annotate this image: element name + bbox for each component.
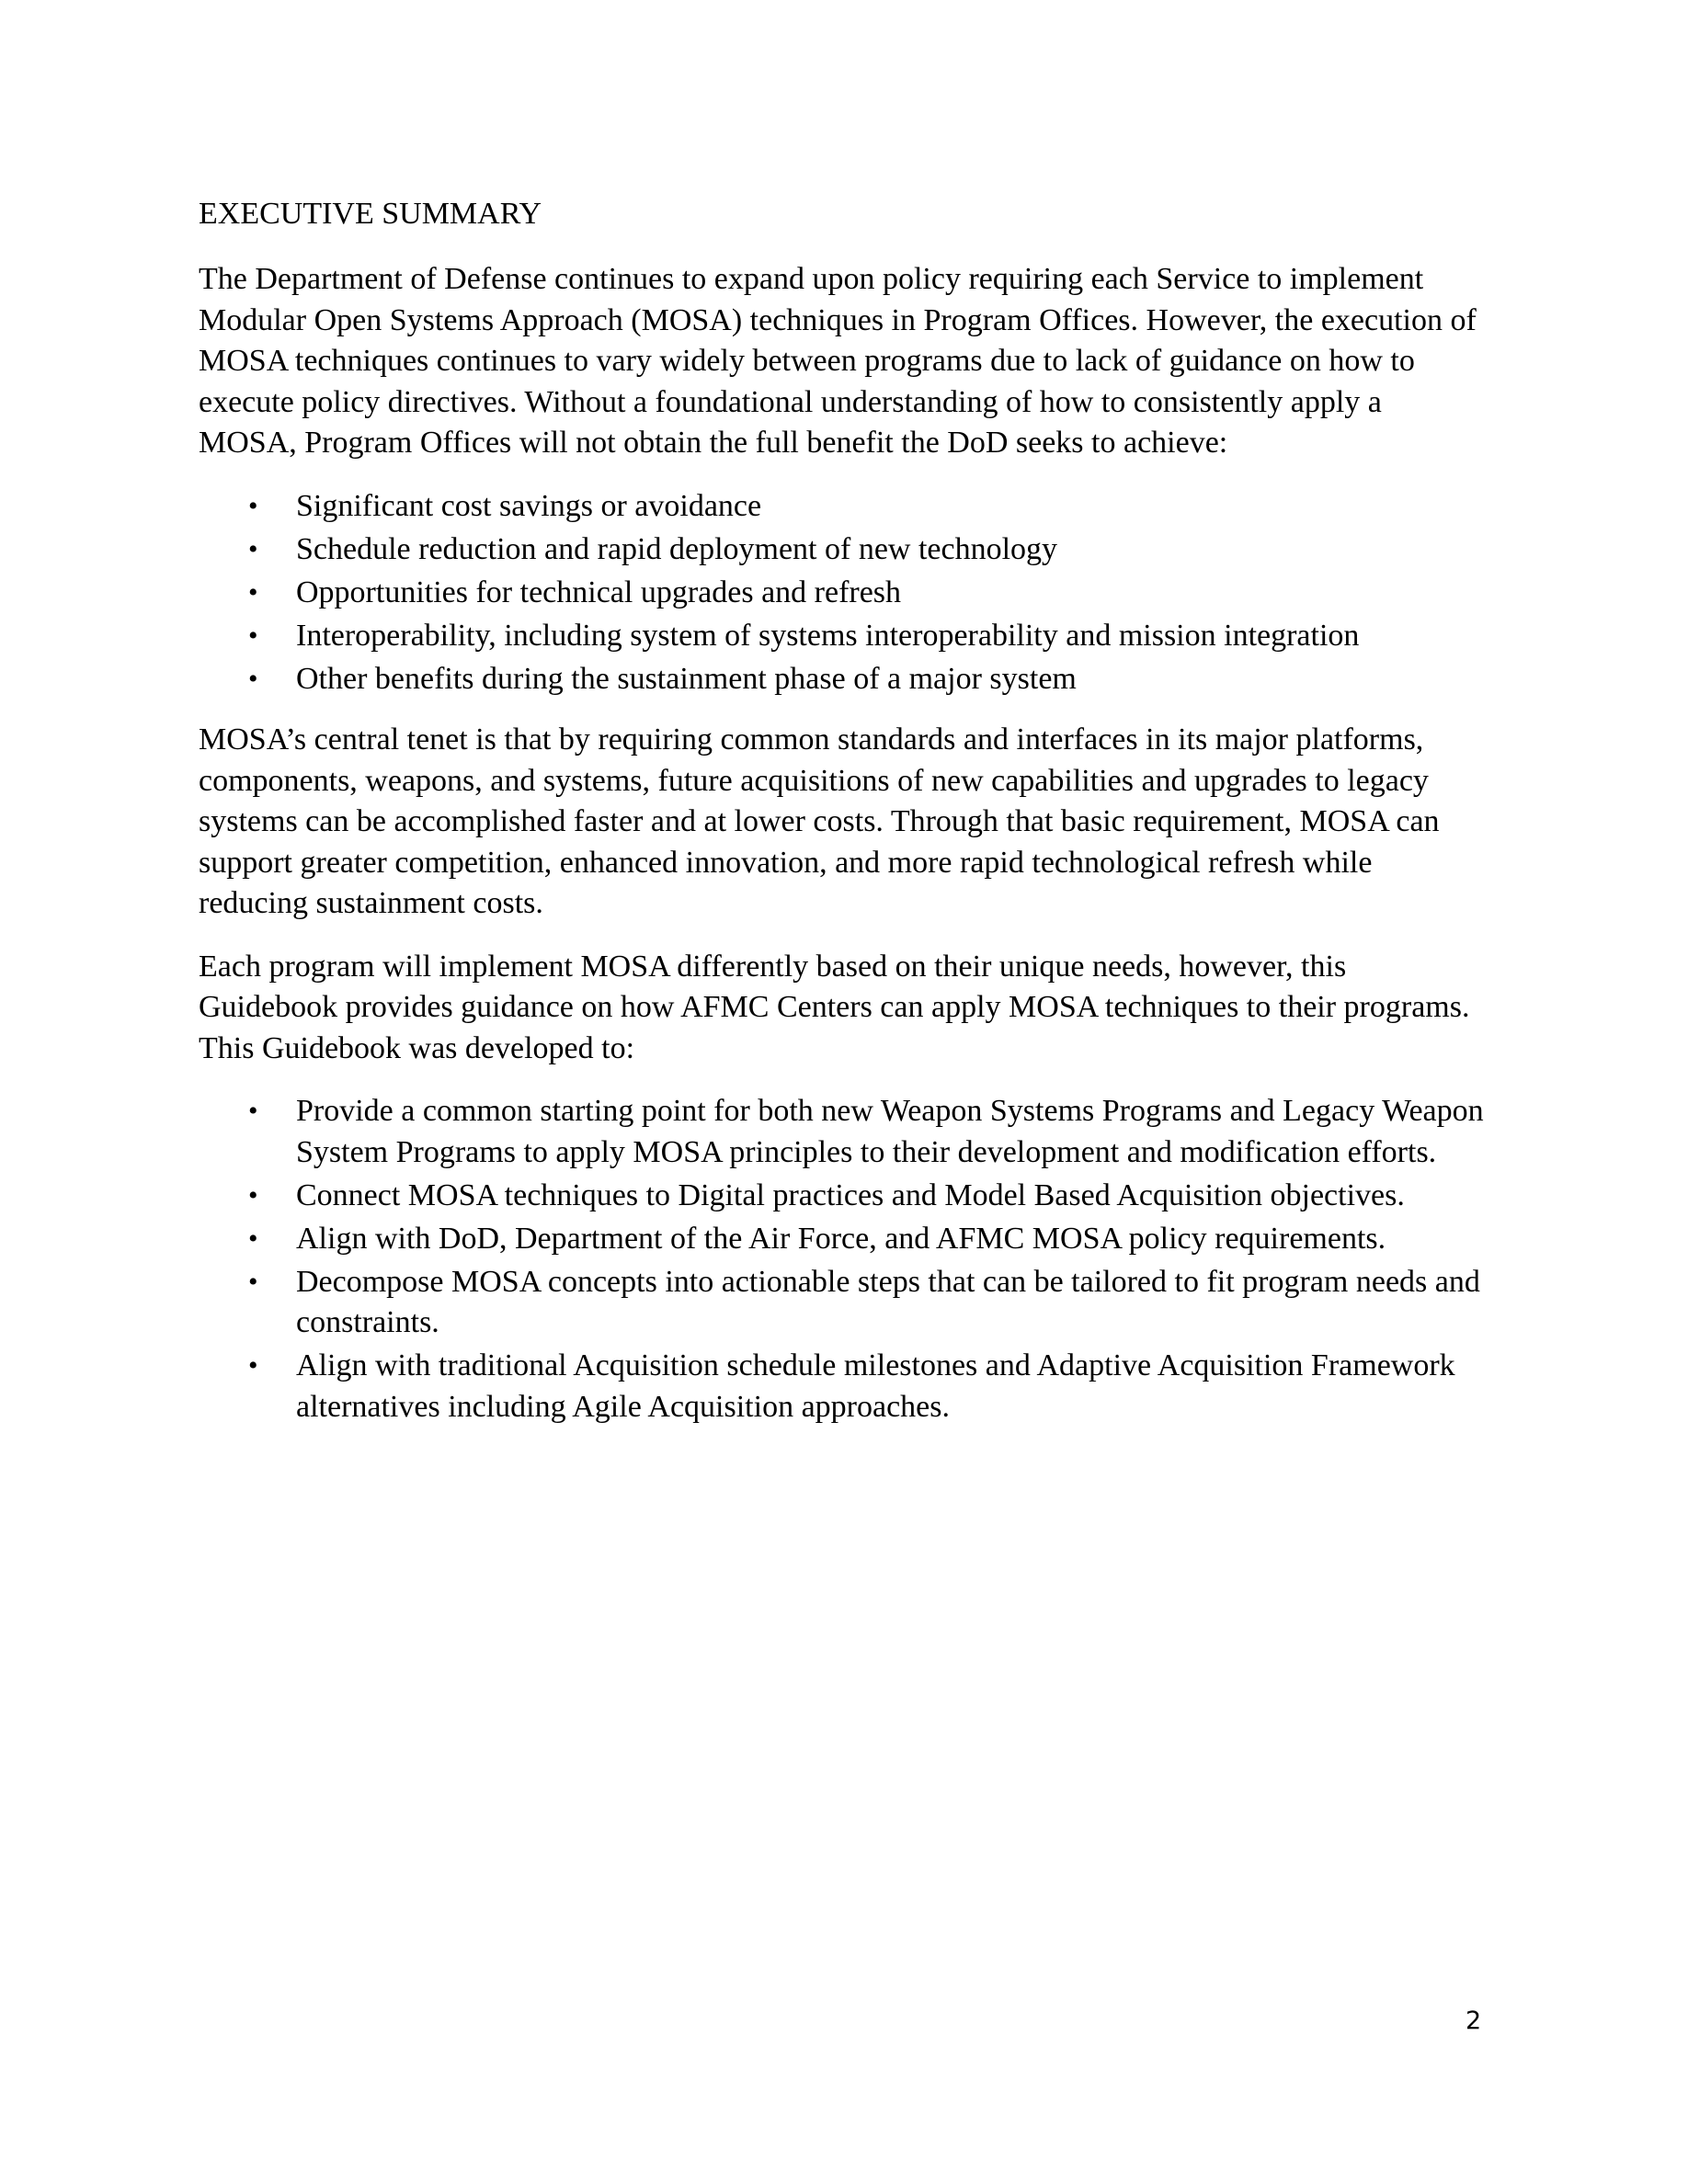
- bullet-icon: •: [248, 1096, 258, 1126]
- list-item: • Connect MOSA techniques to Digital practices and Model Based Acquisition objectives.: [199, 1176, 1486, 1217]
- bullet-icon: •: [248, 1266, 258, 1297]
- purposes-list: [199, 1091, 1486, 1428]
- list-item: • Decompose MOSA concepts into actionable steps that can be tailored to fit program needs and constraints.: [199, 1262, 1486, 1344]
- document-page: [199, 193, 1486, 1448]
- list-item: • Interoperability, including system of systems interoperability and mission integration: [199, 616, 1486, 657]
- bullet-icon: •: [248, 576, 258, 608]
- list-item: • Opportunities for technical upgrades and refresh: [199, 573, 1486, 614]
- bullet-icon: •: [248, 533, 258, 564]
- guidebook-paragraph: Each program will implement MOSA differently based on their unique needs, however, this Guidebook provides guidance on how AFMC Centers can apply MOSA techniques to their programs. This Guidebook was developed to:: [199, 949, 1470, 1065]
- bullet-icon: •: [248, 1179, 258, 1211]
- bullet-icon: •: [248, 1223, 258, 1254]
- section-heading: EXECUTIVE SUMMARY: [199, 197, 542, 231]
- list-item: • Align with DoD, Department of the Air Force, and AFMC MOSA policy requirements.: [199, 1219, 1486, 1260]
- intro-paragraph: The Department of Defense continues to expand upon policy requiring each Service to implement Modular Open Systems Approach (MOSA) techniques in Program Offices. However, the execution of MOSA techniques continues to vary widely between programs due to lack of guidance on how to execute policy directives. Without a foundational understanding of how to consistently apply a MOSA, Program Offices will not obtain the full benefit the DoD seeks to achieve:: [199, 262, 1477, 460]
- benefits-list: [199, 486, 1486, 700]
- list-item: • Other benefits during the sustainment phase of a major system: [199, 659, 1486, 700]
- list-item: • Provide a common starting point for both new Weapon Systems Programs and Legacy Weapon System Programs to apply MOSA principles to their development and modification efforts.: [199, 1091, 1486, 1173]
- list-item: • Align with traditional Acquisition schedule milestones and Adaptive Acquisition Framework alternatives including Agile Acquisition approaches.: [199, 1346, 1486, 1428]
- list-item: • Schedule reduction and rapid deployment of new technology: [199, 529, 1486, 571]
- bullet-icon: •: [248, 663, 258, 694]
- bullet-icon: •: [248, 1350, 258, 1381]
- tenet-paragraph: MOSA’s central tenet is that by requiring common standards and interfaces in its major platforms, components, weapons, and systems, future acquisitions of new capabilities and upgrades to legacy systems can be accomplished faster and at lower costs. Through that basic requirement, MOSA can support greater competition, enhanced innovation, and more rapid technological refresh while reducing sustainment costs.: [199, 722, 1440, 920]
- list-item: • Significant cost savings or avoidance: [199, 486, 1486, 528]
- bullet-icon: •: [248, 620, 258, 651]
- page-number: 2: [1466, 2007, 1482, 2035]
- bullet-icon: •: [248, 490, 258, 521]
